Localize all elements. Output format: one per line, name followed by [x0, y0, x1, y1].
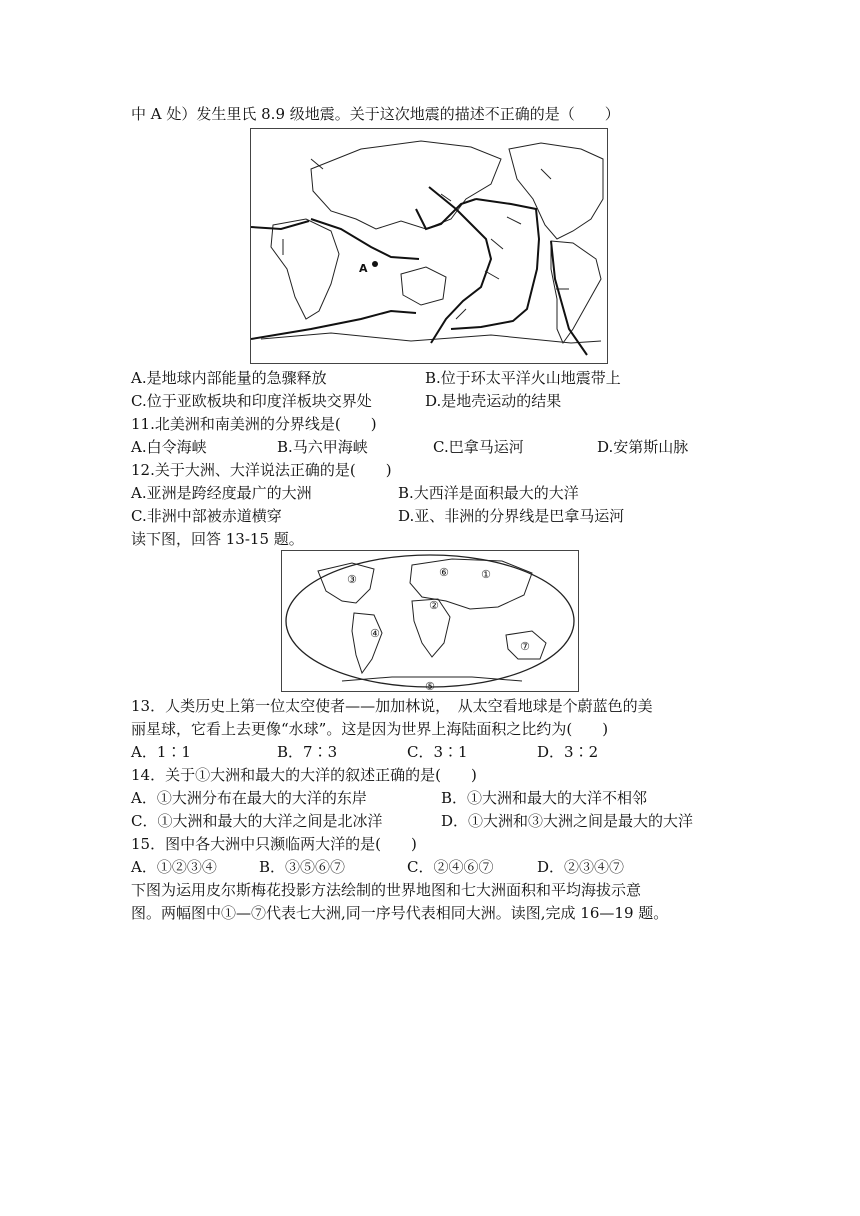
q11-options: [131, 437, 751, 457]
continent-label-1: ①: [481, 568, 491, 581]
intro-16-19-line2: 图。两幅图中①—⑦代表七大洲,同一序号代表相同大洲。读图,完成 16—19 题。: [131, 904, 669, 922]
continent-label-5: ⑤: [425, 680, 435, 691]
continent-map: [281, 550, 579, 692]
continent-label-3: ③: [347, 573, 357, 586]
continent-label-4: ④: [370, 627, 380, 640]
q11-stem: 11.北美洲和南美洲的分界线是( ): [131, 415, 377, 433]
motion-arrow: [311, 159, 323, 169]
motion-arrow: [507, 217, 521, 224]
q13-option-c[interactable]: C．3∶1: [407, 743, 468, 761]
intro-13-15: 读下图，回答 13-15 题。: [131, 530, 304, 548]
north-america-shape: [318, 563, 374, 603]
epicenter-point: [372, 261, 378, 267]
map-ellipse: [286, 555, 574, 687]
q12-option-c[interactable]: C.非洲中部被赤道横穿: [131, 507, 282, 525]
q12-option-a[interactable]: A.亚洲是跨经度最广的大洲: [131, 484, 312, 502]
q13-option-a[interactable]: A．1∶1: [131, 743, 191, 761]
australia-outline: [401, 267, 446, 305]
continent-label-7: ⑦: [520, 640, 530, 653]
continent-label-6: ⑥: [439, 566, 449, 579]
q11-option-d[interactable]: D.安第斯山脉: [597, 438, 689, 456]
q11-option-c[interactable]: C.巴拿马运河: [433, 438, 524, 456]
plate-map-drawing: [251, 129, 607, 363]
africa-outline: [271, 219, 339, 319]
q13-options: [131, 742, 751, 762]
epicenter-label: A: [359, 262, 368, 275]
q10-options-row2: [131, 391, 751, 411]
boundary-2: [429, 187, 491, 343]
q14-options-row1: [131, 788, 751, 808]
q13-stem-line1: 13．人类历史上第一位太空使者——加加林说， 从太空看地球是个蔚蓝色的美: [131, 697, 653, 715]
motion-arrow: [541, 169, 551, 179]
q13-option-d[interactable]: D．3∶2: [537, 743, 599, 761]
intro-16-19-line1: 下图为运用皮尔斯梅花投影方法绘制的世界地图和七大洲面积和平均海拔示意: [131, 881, 642, 899]
boundary-5: [311, 219, 419, 259]
q12-options-row2: [131, 506, 751, 526]
boundary-1: [416, 199, 476, 229]
north-america-outline: [509, 143, 603, 239]
q10-stem: 中 A 处）发生里氏 8.9 级地震。关于这次地震的描述不正确的是（ ）: [131, 105, 620, 123]
q11-option-a[interactable]: A.白令海峡: [131, 438, 207, 456]
q14-option-d[interactable]: D．①大洲和③大洲之间是最大的大洋: [441, 812, 694, 830]
south-america-shape: [352, 613, 382, 673]
q15-option-d[interactable]: D．②③④⑦: [537, 858, 625, 876]
q12-option-d[interactable]: D.亚、非洲的分界线是巴拿马运河: [398, 507, 625, 525]
q10-options-row1: [131, 368, 751, 388]
q14-options-row2: [131, 811, 751, 831]
motion-arrow: [456, 309, 466, 319]
q12-option-b[interactable]: B.大西洋是面积最大的大洋: [398, 484, 579, 502]
q12-stem: 12.关于大洲、大洋说法正确的是( ): [131, 461, 392, 479]
boundary-4: [251, 311, 416, 339]
q15-options: [131, 857, 751, 877]
continent-map-drawing: [282, 551, 578, 691]
q15-stem: 15．图中各大洲中只濒临两大洋的是( ): [131, 835, 417, 853]
q10-option-a[interactable]: A.是地球内部能量的急骤释放: [131, 369, 327, 387]
q10-option-b[interactable]: B.位于环太平洋火山地震带上: [425, 369, 621, 387]
q13-option-b[interactable]: B．7∶3: [277, 743, 338, 761]
q15-option-a[interactable]: A．①②③④: [131, 858, 217, 876]
continent-label-2: ②: [429, 599, 439, 612]
q15-option-c[interactable]: C．②④⑥⑦: [407, 858, 494, 876]
q14-option-b[interactable]: B．①大洲和最大的大洋不相邻: [441, 789, 648, 807]
q10-option-c[interactable]: C.位于亚欧板块和印度洋板块交界处: [131, 392, 372, 410]
q12-options-row1: [131, 483, 751, 503]
q14-option-c[interactable]: C．①大洲和最大的大洋之间是北冰洋: [131, 812, 383, 830]
plate-map: [250, 128, 608, 364]
q14-option-a[interactable]: A．①大洲分布在最大的大洋的东岸: [131, 789, 367, 807]
q13-stem-line2: 丽星球，它看上去更像“水球”。这是因为世界上海陆面积之比约为( ): [131, 720, 609, 738]
q11-option-b[interactable]: B.马六甲海峡: [277, 438, 368, 456]
eurasia-outline: [311, 141, 501, 229]
motion-arrow: [485, 271, 499, 279]
q10-option-d[interactable]: D.是地壳运动的结果: [425, 392, 562, 410]
q14-stem: 14．关于①大洲和最大的大洋的叙述正确的是( ): [131, 766, 477, 784]
motion-arrow: [491, 239, 503, 249]
q15-option-b[interactable]: B．③⑤⑥⑦: [259, 858, 346, 876]
boundary-7: [251, 221, 309, 229]
